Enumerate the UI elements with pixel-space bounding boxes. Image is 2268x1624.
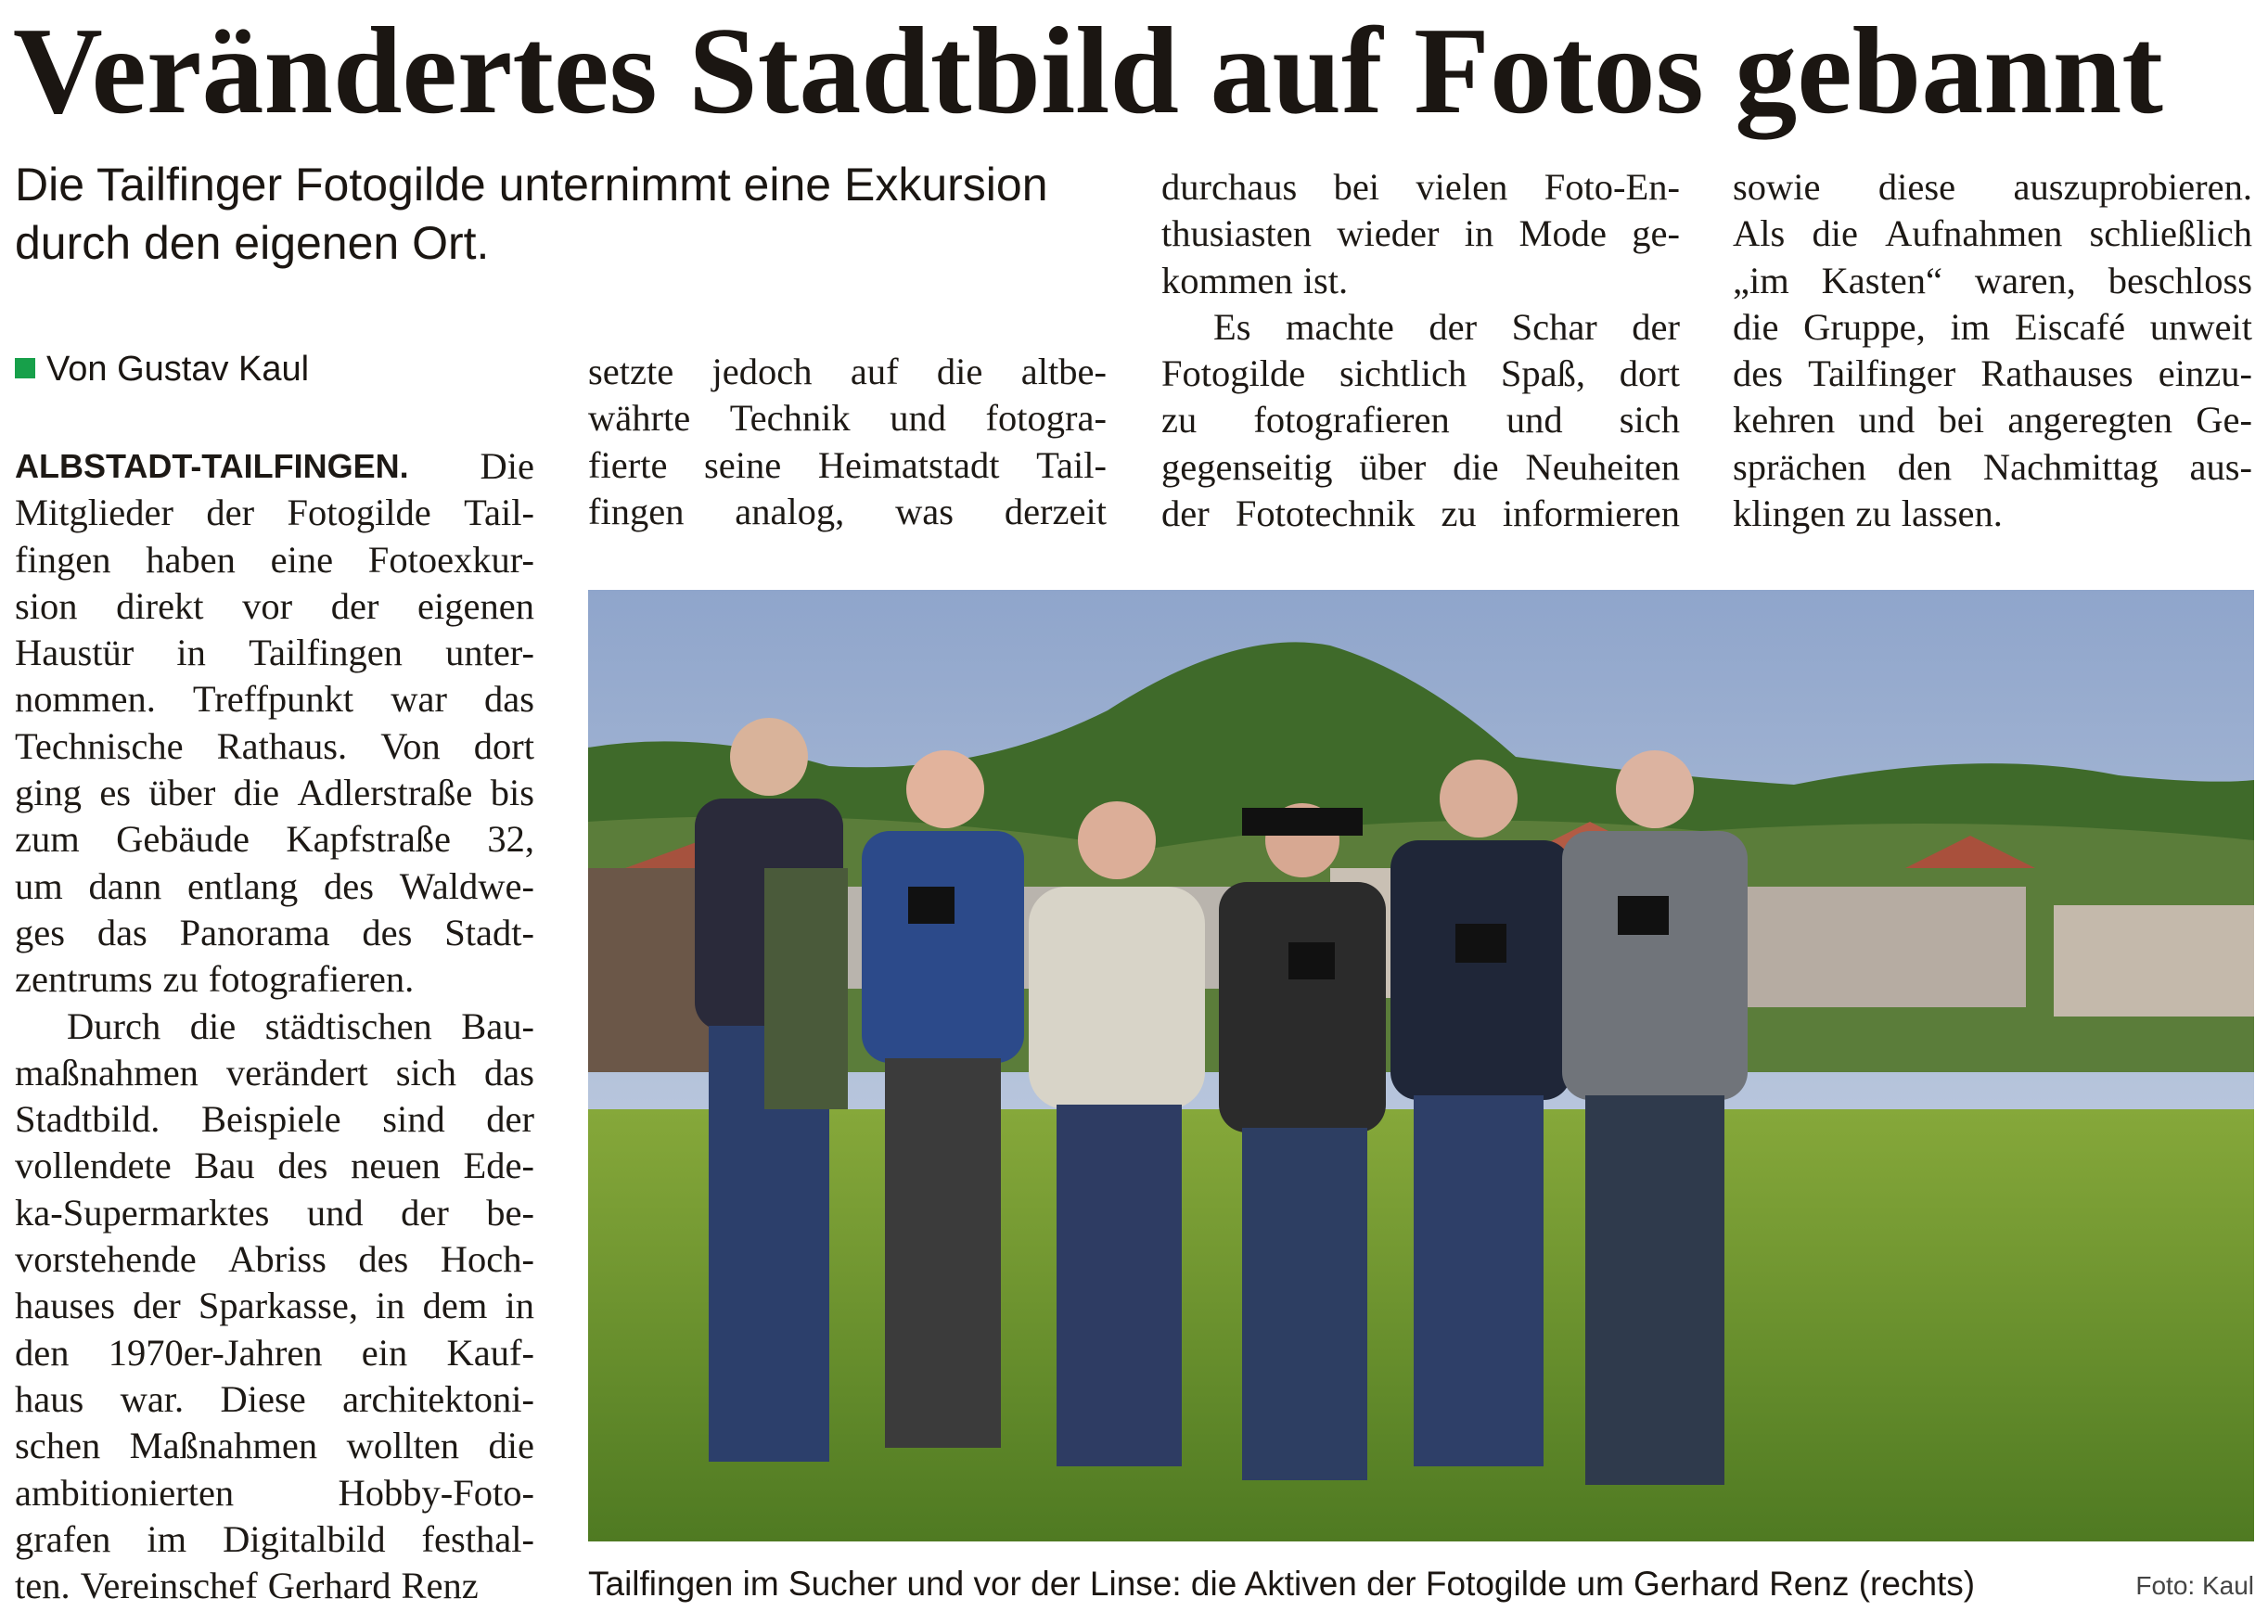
photo-caption: Tailfingen im Sucher und vor der Linse: die Aktiven der Fotogilde um Gerhard Renz (rechts) [588, 1565, 1976, 1603]
text-line [1733, 491, 2252, 537]
word: Aufnahmen [1885, 212, 2063, 255]
text-column-1 [15, 443, 534, 1609]
word: sich [395, 1051, 457, 1093]
word: Bau [194, 1144, 255, 1187]
byline-marker-square [15, 358, 35, 378]
word: der [1161, 492, 1210, 535]
word: zu [162, 958, 199, 1001]
word: maßnahmen [15, 1051, 199, 1093]
word: beschloss [2108, 259, 2252, 301]
text-line [1161, 164, 1680, 211]
word: Hoch- [440, 1238, 534, 1281]
word: den [1897, 445, 1953, 488]
word: be- [486, 1191, 534, 1234]
word: schen [15, 1425, 101, 1467]
word: fingen [588, 490, 685, 532]
word: ein [361, 1331, 408, 1374]
word: Tailfingen [249, 632, 403, 674]
word: des [1733, 352, 1783, 395]
word: unter- [445, 632, 534, 674]
text-line [15, 1096, 534, 1143]
word: die [233, 772, 280, 814]
text-line [15, 1050, 534, 1096]
text-line [1161, 304, 1680, 351]
word: der [330, 584, 379, 627]
text-line [1733, 444, 2252, 491]
word: der [206, 492, 255, 534]
dateline: ALBSTADT-TAILFINGEN. [15, 447, 409, 485]
word: ten. [15, 1565, 70, 1607]
word: fierte [588, 443, 668, 486]
word: Kapfstraße [286, 818, 452, 861]
word: den [15, 1331, 70, 1374]
text-line [588, 395, 1107, 441]
word: hauses [15, 1285, 115, 1327]
word: Renz [401, 1565, 479, 1607]
word: Es [1213, 305, 1251, 348]
word: Als [1733, 212, 1786, 255]
word: über [1359, 445, 1427, 488]
word: Technik [729, 397, 851, 440]
text-line [15, 1423, 534, 1469]
word: zentrums [15, 958, 153, 1001]
text-line [1733, 351, 2252, 397]
word: entlang [187, 864, 299, 907]
word: sprächen [1733, 445, 1866, 488]
word: Schar [1511, 305, 1597, 348]
word: Fotogilde [1161, 352, 1306, 395]
word: Mode [1518, 212, 1607, 255]
text-line [15, 537, 534, 583]
text-line [15, 1283, 534, 1329]
word: wollten [346, 1425, 460, 1467]
word: auf [850, 351, 899, 392]
word: zu [1161, 399, 1198, 441]
word: und [1506, 399, 1563, 441]
group-photo-illustration [588, 590, 2254, 1541]
word: dort [1619, 352, 1680, 395]
word: um [15, 864, 63, 907]
word: eigenen [417, 584, 534, 627]
word: Adlerstraße [297, 772, 473, 814]
text-line [15, 1330, 534, 1376]
word: und [1858, 399, 1916, 441]
text-line [15, 863, 534, 910]
text-column-3 [1161, 164, 1680, 537]
word: Stadt- [444, 911, 534, 953]
text-line [15, 723, 534, 770]
word: ging [15, 772, 83, 814]
word: in [376, 1285, 405, 1327]
text-line [15, 1143, 534, 1189]
word: fotografieren [1253, 399, 1450, 441]
photo-credit: Foto: Kaul [2135, 1571, 2254, 1600]
text-line [15, 1236, 534, 1283]
word: in [505, 1285, 534, 1327]
text-line [15, 1376, 534, 1423]
word: Tail- [464, 492, 534, 534]
word: und [306, 1191, 364, 1234]
text-line [1733, 211, 2252, 257]
text-line [15, 1470, 534, 1516]
word: architektoni- [342, 1377, 534, 1420]
text-line [1161, 491, 1680, 537]
word: Neuheiten [1525, 445, 1680, 488]
word: des [362, 911, 413, 953]
word: 1970er-Jahren [108, 1331, 323, 1374]
word: neuen [351, 1144, 441, 1187]
word: setzte [588, 351, 674, 392]
text-line [1733, 164, 2252, 211]
word: vorstehende [15, 1238, 197, 1281]
word: es [99, 772, 132, 814]
word: Sparkasse, [198, 1285, 358, 1327]
text-line [588, 349, 1107, 395]
word: zu [1855, 492, 1891, 535]
word: Spaß, [1500, 352, 1586, 395]
word: Durch [67, 1004, 161, 1047]
text-line [1733, 397, 2252, 443]
word: angeregten [2007, 399, 2172, 441]
word: Haustür [15, 632, 135, 674]
word: Gruppe, [1803, 305, 1926, 348]
word: was [895, 490, 955, 532]
word: der [133, 1285, 181, 1327]
word: Kauf- [446, 1331, 534, 1374]
word: Digitalbild [223, 1517, 386, 1560]
word: Bau- [461, 1004, 534, 1047]
word: kehren [1733, 399, 1836, 441]
word: der [1632, 305, 1680, 348]
text-line [1161, 397, 1680, 443]
word: seine [704, 443, 782, 486]
word: vielen [1416, 166, 1508, 208]
word: und [890, 397, 946, 440]
word: derzeit [1004, 490, 1107, 532]
person-2 [862, 750, 1024, 1448]
person-6 [1562, 750, 1748, 1485]
word: Gerhard [267, 1565, 391, 1607]
word: diese [1877, 166, 1956, 208]
word: Tailfinger [1808, 352, 1956, 395]
word: direkt [116, 584, 204, 627]
text-line [15, 676, 534, 722]
word: Maßnahmen [129, 1425, 318, 1467]
word: im [1950, 305, 1991, 348]
byline [15, 347, 534, 391]
text-column-2 [588, 349, 1107, 535]
word: Beispiele [200, 1098, 341, 1141]
subline: Die Tailfinger Fotogilde unternimmt eine Exkursion durch den eigenen Ort. [15, 159, 1048, 269]
word: das [484, 1051, 534, 1093]
text-line [1733, 258, 2252, 304]
word: Gebäude [116, 818, 250, 861]
word: die [1733, 305, 1779, 348]
word: im [147, 1517, 187, 1560]
word: war. [120, 1377, 185, 1420]
word: Foto-En- [1544, 166, 1680, 208]
text-line [15, 770, 534, 816]
word: zu [1441, 492, 1477, 535]
word: ambitionierten [15, 1471, 235, 1514]
word: klingen [1733, 492, 1846, 535]
word: Abriss [228, 1238, 327, 1281]
word: ka-Supermarktes [15, 1191, 270, 1234]
text-line [15, 1190, 534, 1236]
word: war [391, 678, 447, 721]
word: die [1812, 212, 1858, 255]
word: fotografieren. [208, 958, 415, 1001]
word: bei [1938, 399, 1985, 441]
word: Technische [15, 724, 184, 767]
word: bei [1333, 166, 1380, 208]
word: das [96, 911, 147, 953]
word: Ge- [2196, 399, 2252, 441]
text-line [588, 442, 1107, 489]
word: dem [422, 1285, 488, 1327]
word: zum [15, 818, 80, 861]
text-line [15, 583, 534, 630]
word: Hobby-Foto- [338, 1471, 534, 1514]
text-line [15, 1563, 534, 1609]
word: ge- [1632, 212, 1680, 255]
headline: Verändertes Stadtbild auf Fotos gebannt [13, 2, 2163, 139]
word: Mitglieder [15, 492, 173, 534]
text-line [15, 910, 534, 956]
word: informieren [1502, 492, 1680, 535]
word: haus [15, 1377, 84, 1420]
word: in [1464, 212, 1494, 255]
word: Nachmittag [1982, 445, 2159, 488]
word: Treffpunkt [192, 678, 354, 721]
word: des [358, 1238, 409, 1281]
text-line [15, 1004, 534, 1050]
word: machte [1285, 305, 1394, 348]
word: vollendete [15, 1144, 172, 1187]
word: Kasten“ [1821, 259, 1943, 301]
word: der [401, 1191, 449, 1234]
word: Ede- [463, 1144, 534, 1187]
word: eine [270, 538, 334, 581]
word: haben [146, 538, 236, 581]
word: städtischen [264, 1004, 432, 1047]
word: Eiscafé [2014, 305, 2126, 348]
word: dort [473, 724, 534, 767]
word: die [488, 1425, 534, 1467]
text-line [1161, 351, 1680, 397]
text-line [15, 490, 534, 536]
word: schließlich [2089, 212, 2252, 255]
word: sowie [1733, 166, 1821, 208]
word: das [484, 678, 534, 721]
word: dann [88, 864, 162, 907]
word: fingen [15, 538, 111, 581]
word: aus- [2189, 445, 2252, 488]
word: Fotogilde [287, 492, 431, 534]
word: der [1429, 305, 1478, 348]
word: Stadtbild. [15, 1098, 160, 1141]
word: des [324, 864, 375, 907]
text-line [15, 630, 534, 676]
word: gegenseitig [1161, 445, 1333, 488]
word: festhal- [421, 1517, 534, 1560]
word: die [936, 351, 983, 392]
word: verändert [225, 1051, 368, 1093]
word: währte [588, 397, 691, 440]
word: ist. [1302, 259, 1349, 301]
word: waren, [1974, 259, 2076, 301]
group-photo [588, 590, 2254, 1541]
word: die [189, 1004, 237, 1047]
word: die [1453, 445, 1499, 488]
word: durchaus [1161, 166, 1298, 208]
word: Heimatstadt [817, 443, 1000, 486]
word: vor [242, 584, 293, 627]
word: kommen [1161, 259, 1293, 301]
text-line [1161, 444, 1680, 491]
word: Panorama [179, 911, 330, 953]
word: Tail- [1036, 443, 1107, 486]
word: ges [15, 911, 65, 953]
word: wieder [1337, 212, 1440, 255]
word: Die [480, 445, 534, 487]
word: sichtlich [1339, 352, 1467, 395]
word: Fototechnik [1235, 492, 1416, 535]
word: in [176, 632, 206, 674]
text-line [15, 816, 534, 863]
word: Vereinschef [80, 1565, 258, 1607]
word: Von [380, 724, 441, 767]
word: der [486, 1098, 534, 1141]
word: sion [15, 584, 78, 627]
word: altbe- [1020, 351, 1107, 392]
word: 32, [487, 818, 534, 861]
text-line [15, 1516, 534, 1563]
word: Rathauses [1980, 352, 2133, 395]
word: grafen [15, 1517, 111, 1560]
word: „im [1733, 259, 1789, 301]
word: thusiasten [1161, 212, 1312, 255]
word: Waldwe- [399, 864, 534, 907]
word: über [148, 772, 216, 814]
word: Diese [220, 1377, 306, 1420]
person-4 [1219, 803, 1386, 1480]
text-line [588, 489, 1107, 535]
word: nommen. [15, 678, 156, 721]
text-line [15, 956, 534, 1003]
word: analog, [735, 490, 845, 532]
word: des [277, 1144, 328, 1187]
word: sind [382, 1098, 445, 1141]
person-1 [695, 718, 848, 1462]
text-line [1733, 304, 2252, 351]
text-line [1161, 211, 1680, 257]
word: fotogra- [985, 397, 1107, 440]
text-line [1161, 258, 1680, 304]
word: unweit [2149, 305, 2252, 348]
word: Fotoexkur- [367, 538, 534, 581]
word: Rathaus. [216, 724, 348, 767]
word: auszuprobieren. [2013, 166, 2252, 208]
word: lassen. [1901, 492, 2003, 535]
text-line [15, 443, 534, 490]
word: bis [490, 772, 534, 814]
byline-author: Von Gustav Kaul [46, 350, 310, 389]
text-column-4 [1733, 164, 2252, 537]
word: sich [1619, 399, 1680, 441]
word: jedoch [711, 351, 813, 392]
word: einzu- [2158, 352, 2252, 395]
